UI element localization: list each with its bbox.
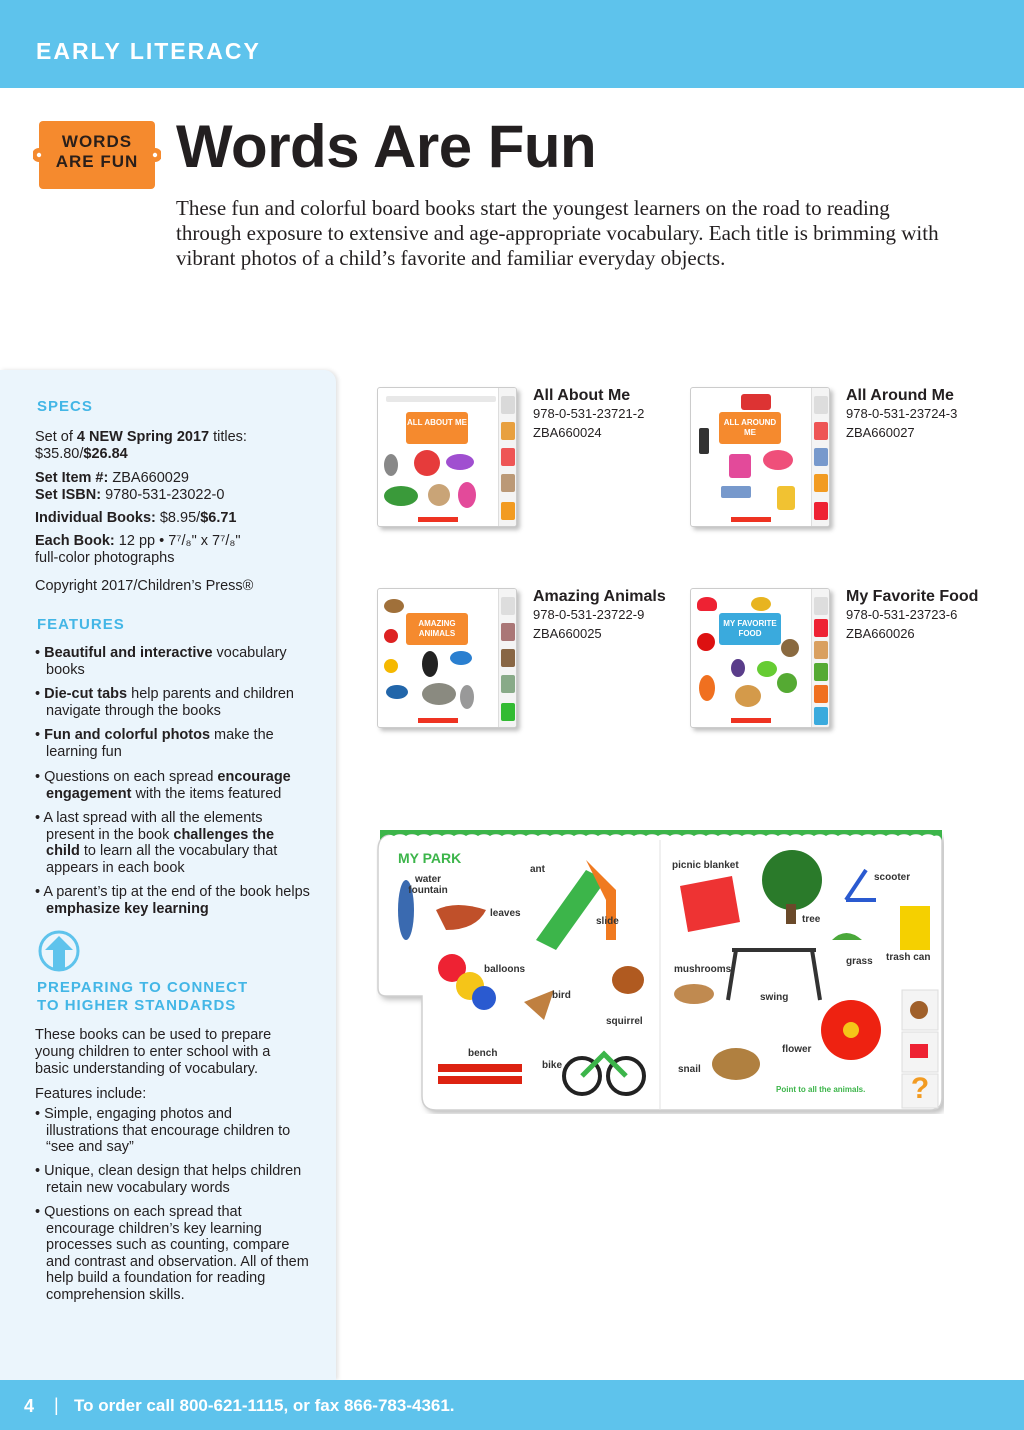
tab: [814, 396, 828, 414]
cover-bike: [384, 486, 418, 506]
book-item: ZBA660025: [533, 626, 602, 641]
header-bar: [0, 0, 1024, 88]
specs-each: [35, 533, 315, 567]
feature-1-bold: Beautiful and interactive: [44, 645, 213, 661]
footer-separator: |: [54, 1395, 59, 1415]
page-number: 4: [24, 1396, 35, 1416]
standards-heading-2: TO HIGHER STANDARDS: [37, 997, 237, 1014]
tab: [814, 663, 828, 681]
cover-traffic-light: [699, 428, 709, 454]
book-isbn: 978-0-531-23723-6: [846, 607, 958, 622]
spread-word-tree: tree: [802, 914, 821, 925]
up-arrow-icon: [37, 930, 81, 972]
feature-5-bold: challenges the child: [46, 826, 275, 859]
standards-item: • Questions on each spread that encourage children’s key learning processes such as counting, compare and contrast and observation. All of them help build a foundation for reading comprehension skills.: [35, 1204, 309, 1303]
tab: [814, 707, 828, 725]
book-cover-all-about-me: [377, 387, 517, 527]
feature-5-pre: A last spread with all the elements present in the book: [43, 810, 263, 843]
cover-bear: [428, 484, 450, 506]
book-isbn: 978-0-531-23721-2: [533, 406, 645, 421]
spread-word-flower: flower: [782, 1044, 812, 1055]
standards-item: • Unique, clean design that helps children retain new vocabulary words: [35, 1163, 302, 1196]
feature-3-bold: Fun and colorful photos: [44, 727, 211, 743]
series-badge: [33, 120, 161, 190]
specs-indiv-value: $8.95/: [155, 510, 201, 526]
cover-lobster: [384, 629, 398, 643]
book-title: All About Me: [533, 387, 631, 404]
specs-each-value: 12 pp • 7⁷/₈" x 7⁷/₈": [114, 533, 241, 549]
specs-set-post: titles:: [209, 429, 247, 445]
tab: [814, 448, 828, 466]
spread-word-leaves: leaves: [490, 908, 521, 919]
tab: [814, 597, 828, 615]
standards-body: These books can be used to prepare young children to enter school with a basic understanding of vocabulary.: [35, 1027, 272, 1077]
cover-tabs: [811, 388, 829, 527]
cover-carrots: [699, 675, 715, 701]
specs-isbn-value: 9780-531-23022-0: [101, 487, 225, 503]
cover-lemur: [460, 685, 474, 709]
book-item: ZBA660027: [846, 425, 915, 440]
specs-item-value: ZBA660029: [108, 470, 189, 486]
cover-grapes: [757, 661, 777, 677]
cover-tabs: [498, 589, 516, 728]
feature-2-rest: help parents and children navigate through the books: [46, 686, 294, 719]
spread-art: [376, 830, 944, 1114]
spread-word-snail: snail: [678, 1064, 701, 1075]
specs-isbn: [35, 487, 315, 504]
feature-item: • Questions on each spread encourage engagement with the items featured: [35, 769, 291, 802]
tab: [501, 703, 515, 721]
spread-word-swing: swing: [760, 992, 789, 1003]
tab: [501, 502, 515, 520]
spread-word-picnic-blanket: picnic blanket: [672, 860, 739, 871]
cover-sandals: [446, 454, 474, 470]
cover-backpack: [777, 486, 795, 510]
order-info: To order call 800-621-1115, or fax 866-783-4361.: [74, 1396, 455, 1415]
publisher-bar: [731, 718, 771, 723]
features-heading: FEATURES: [37, 616, 125, 633]
feature-item: • Fun and colorful photos make the learning fun: [35, 727, 274, 760]
tab: [814, 685, 828, 703]
cover-penguin: [422, 651, 438, 677]
spread-word-water-fountain: water fountain: [408, 874, 448, 896]
tab: [501, 474, 515, 492]
spread-word-grass: grass: [846, 956, 873, 967]
specs-indiv-bold: $6.71: [200, 510, 237, 526]
cover-rhino: [422, 683, 456, 705]
svg-text:?: ?: [910, 1072, 930, 1105]
badge-line-2: ARE FUN: [55, 152, 139, 171]
book-isbn: 978-0-531-23724-3: [846, 406, 958, 421]
specs-each-line2: full-color photographs: [35, 550, 175, 566]
specs-heading: SPECS: [37, 398, 93, 415]
book-item: ZBA660024: [533, 425, 602, 440]
cover-donkey: [458, 482, 476, 508]
spread-word-bench: bench: [468, 1048, 498, 1059]
cover-lion: [384, 599, 404, 613]
book-isbn: 978-0-531-23722-9: [533, 607, 645, 622]
tab: [501, 396, 515, 414]
book-item: ZBA660026: [846, 626, 915, 641]
cover-pineapple: [751, 597, 771, 611]
standards-item-2: Unique, clean design that helps children retain new vocabulary words: [44, 1163, 302, 1196]
specs-item: [35, 470, 315, 487]
tab: [501, 623, 515, 641]
cover-crayons: [721, 486, 751, 498]
spread-word-ant: ant: [530, 864, 545, 875]
cover-broccoli: [777, 673, 797, 693]
cover-starfish: [384, 659, 398, 673]
publisher-bar: [731, 517, 771, 522]
specs-indiv-label: Individual Books:: [35, 510, 156, 526]
feature-3-rest: make the learning fun: [46, 727, 274, 760]
tab: [814, 619, 828, 637]
cover-tabs: [811, 589, 829, 728]
feature-1-rest: vocabulary books: [46, 645, 287, 678]
feature-item: • A parent’s tip at the end of the book helps emphasize key learning: [35, 884, 310, 917]
feature-4-rest: with the items featured: [131, 785, 282, 802]
cover-dragonfly: [450, 651, 472, 665]
tab: [814, 641, 828, 659]
cover-watermelon: [697, 597, 717, 611]
section-title: EARLY LITERACY: [36, 38, 261, 64]
specs-set-price-bold: $26.84: [83, 446, 128, 462]
tab: [501, 597, 515, 615]
standards-item-1: Simple, engaging photos and illustrations that encourage children to “see and say”: [44, 1106, 291, 1155]
badge-text: [33, 132, 161, 172]
book-title: All Around Me: [846, 387, 954, 404]
publisher-bar: [418, 517, 458, 522]
feature-5-rest: to learn all the vocabulary that appears in each book: [46, 843, 278, 876]
specs-set-pre: Set of: [35, 429, 77, 445]
spread-word-bike: bike: [542, 1060, 563, 1071]
feature-6-pre: A parent’s tip at the end of the book helps: [43, 884, 310, 900]
cover-cherries: [697, 633, 715, 651]
cover-umbrella: [763, 450, 793, 470]
cover-eggplant: [731, 659, 745, 677]
spread-word-slide: slide: [596, 916, 619, 927]
feature-item: • Die-cut tabs help parents and children navigate through the books: [35, 686, 294, 719]
feature-4-pre: Questions on each spread: [44, 769, 218, 785]
cover-ball: [414, 450, 440, 476]
tab: [501, 422, 515, 440]
cover-frog: [386, 685, 408, 699]
spread-word-trash-can: trash can: [886, 952, 931, 963]
cover-label: MY FAVORITE FOOD: [719, 613, 781, 645]
tab: [814, 422, 828, 440]
publisher-bar: [418, 718, 458, 723]
standards-features-include: Features include:: [35, 1086, 147, 1102]
sample-spread: [376, 830, 944, 1114]
cover-robot: [384, 454, 398, 476]
cover-toy-row: [386, 396, 496, 402]
book-cover-my-favorite-food: [690, 588, 830, 728]
cover-chair: [729, 454, 751, 478]
specs-set-bold: 4 NEW Spring 2017: [76, 429, 210, 445]
book-cover-all-around-me: [690, 387, 830, 527]
specs-individual: [35, 510, 315, 527]
cover-coconut: [781, 639, 799, 657]
tab: [814, 474, 828, 492]
book-title: My Favorite Food: [846, 588, 979, 605]
intro-paragraph: These fun and colorful board books start the youngest learners on the road to reading through exposure to extensive and age-appropriate vocabulary. Each title is brimming with vibrant photos of a child’s favorite and familiar everyday objects.: [176, 196, 939, 270]
spread-word-squirrel: squirrel: [606, 1016, 643, 1027]
book-cover-amazing-animals: [377, 588, 517, 728]
badge-line-1: WORDS: [61, 132, 133, 151]
standards-item-3: Questions on each spread that encourage children’s key learning processes such as counting, compare and contrast and observation. All of them help build a foundation for reading comprehension skills.: [44, 1204, 309, 1303]
specs-each-label: Each Book:: [35, 533, 115, 549]
feature-6-bold: emphasize key learning: [46, 900, 209, 917]
specs-isbn-label: Set ISBN:: [35, 487, 102, 503]
standards-item: • Simple, engaging photos and illustrations that encourage children to “see and say”: [35, 1106, 291, 1155]
standards-heading-1: PREPARING TO CONNECT: [37, 979, 249, 996]
cover-truck: [741, 394, 771, 410]
feature-4-bold: encourage engagement: [46, 769, 291, 802]
feature-item: • A last spread with all the elements present in the book challenges the child to learn all the vocabulary that appears in each book: [35, 810, 278, 876]
footer-bar: [0, 1380, 1024, 1430]
spread-word-mushrooms: mushrooms: [674, 964, 732, 975]
standards-heading: [37, 979, 248, 1015]
specs-item-label: Set Item #:: [35, 470, 109, 486]
page-title: Words Are Fun: [176, 113, 597, 180]
tab: [501, 448, 515, 466]
spread-word-bird: bird: [552, 990, 571, 1001]
cover-label: ALL ABOUT ME: [406, 412, 468, 444]
book-title: Amazing Animals: [533, 588, 666, 605]
specs-copyright: Copyright 2017/Children’s Press®: [35, 578, 254, 594]
tab: [814, 502, 828, 520]
cover-tabs: [498, 388, 516, 527]
specs-set: [35, 429, 315, 463]
spread-title: MY PARK: [398, 850, 462, 866]
cover-label: ALL AROUND ME: [719, 412, 781, 444]
feature-2-bold: Die-cut tabs: [44, 686, 128, 702]
cover-label: AMAZING ANIMALS: [406, 613, 468, 645]
tab: [501, 675, 515, 693]
tab: [501, 649, 515, 667]
spread-word-balloons: balloons: [484, 964, 526, 975]
spread-prompt: Point to all the animals.: [776, 1085, 866, 1094]
cover-pretzel: [735, 685, 761, 707]
specs-set-price: $35.80/: [35, 446, 84, 462]
spread-word-scooter: scooter: [874, 872, 911, 883]
feature-item: • Beautiful and interactive vocabulary books: [35, 645, 287, 678]
